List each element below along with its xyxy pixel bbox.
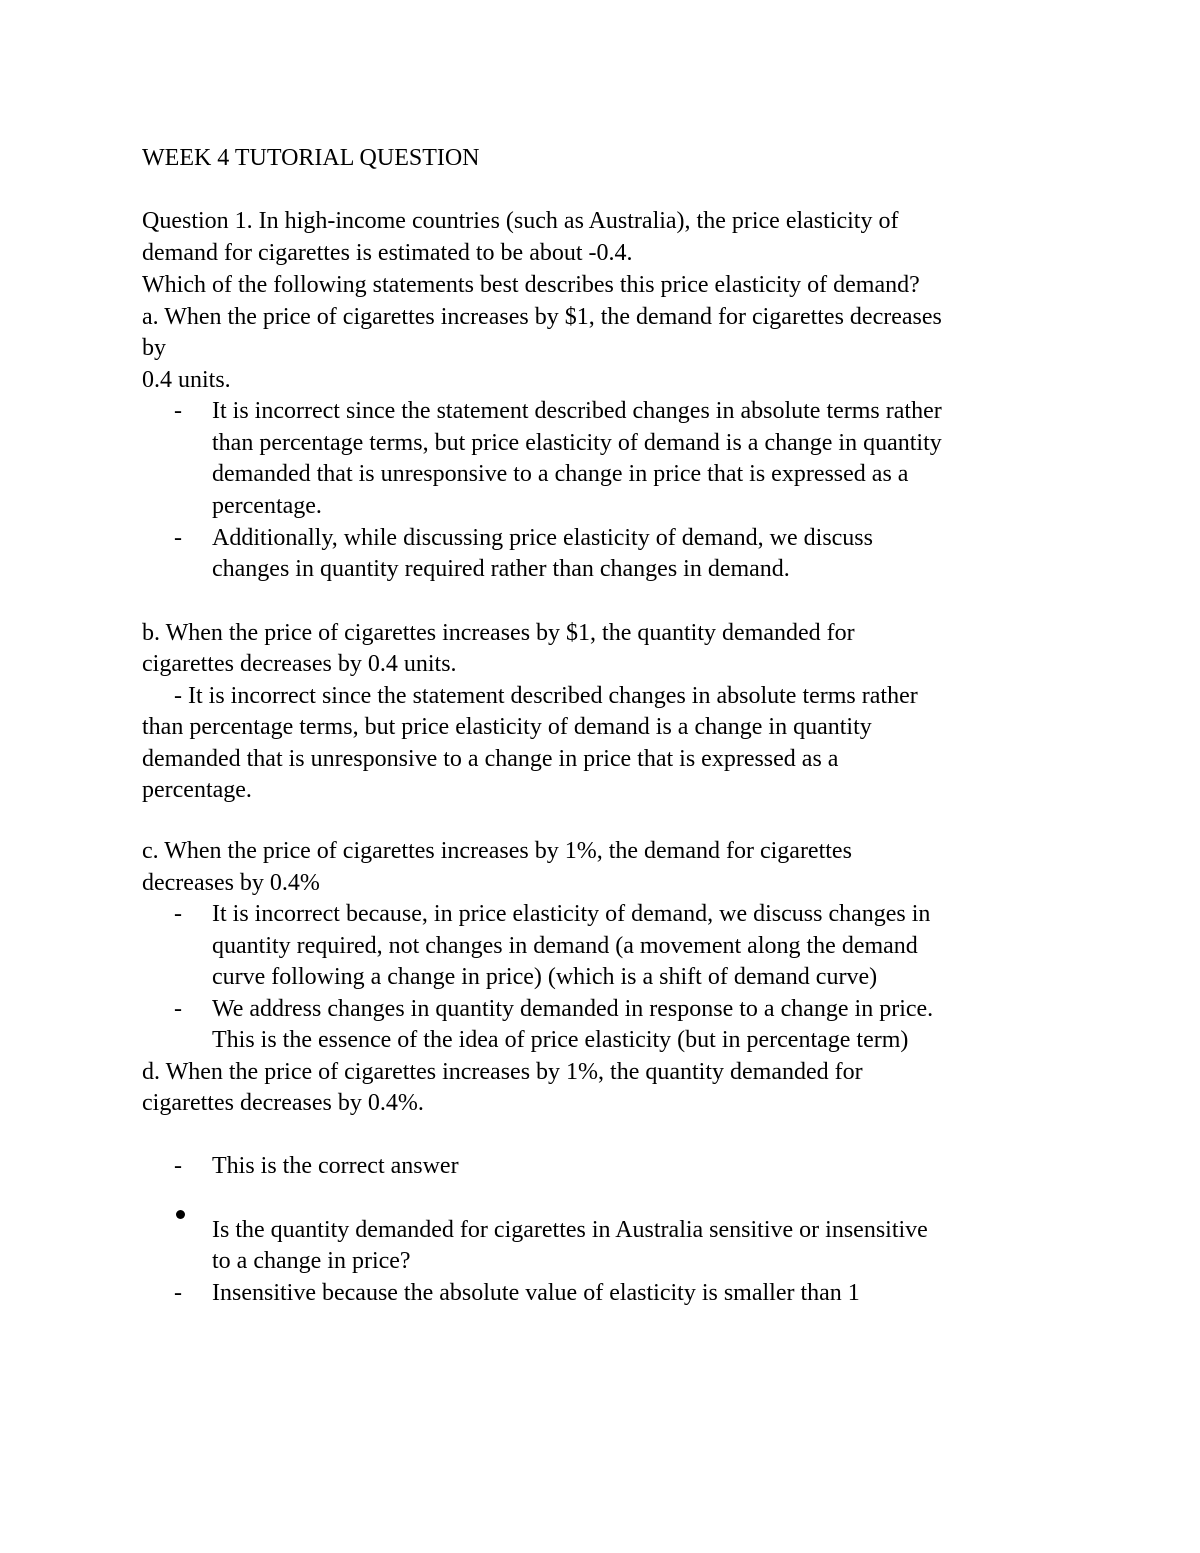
option-a-comment-line: demanded that is unresponsive to a change in price that is expressed as a <box>212 461 909 487</box>
option-c-comment-line: quantity required, not changes in demand (a movement along the demand <box>212 933 918 959</box>
dash-marker: - <box>174 398 182 424</box>
option-b-comment-line: demanded that is unresponsive to a change in price that is expressed as a <box>142 746 839 772</box>
question-line: demand for cigarettes is estimated to be about -0.4. <box>142 240 633 266</box>
followup-question-line: Is the quantity demanded for cigarettes in Australia sensitive or insensitive <box>212 1217 928 1243</box>
option-d-line: cigarettes decreases by 0.4%. <box>142 1090 424 1116</box>
followup-answer: Insensitive because the absolute value of elasticity is smaller than 1 <box>212 1280 860 1306</box>
option-a-comment-line: than percentage terms, but price elasticity of demand is a change in quantity <box>212 430 942 456</box>
option-b-comment-line: percentage. <box>142 777 252 803</box>
document-title: WEEK 4 TUTORIAL QUESTION <box>142 145 480 171</box>
option-c-comment-line: This is the essence of the idea of price elasticity (but in percentage term) <box>212 1027 909 1053</box>
option-a-line: by <box>142 335 166 361</box>
question-line: Which of the following statements best describes this price elasticity of demand? <box>142 272 920 298</box>
option-b-line: b. When the price of cigarettes increases by $1, the quantity demanded for <box>142 620 855 646</box>
option-d-line: d. When the price of cigarettes increases by 1%, the quantity demanded for <box>142 1059 863 1085</box>
dash-marker: - <box>174 996 182 1022</box>
option-c-comment-line: It is incorrect because, in price elasticity of demand, we discuss changes in <box>212 901 931 927</box>
option-c-comment-line: We address changes in quantity demanded in response to a change in price. <box>212 996 934 1022</box>
question-line: Question 1. In high-income countries (such as Australia), the price elasticity of <box>142 208 899 234</box>
option-a-comment-line: percentage. <box>212 493 322 519</box>
option-c-line: c. When the price of cigarettes increases by 1%, the demand for cigarettes <box>142 838 852 864</box>
option-a-comment-line: It is incorrect since the statement described changes in absolute terms rather <box>212 398 942 424</box>
option-a-comment-line: changes in quantity required rather than changes in demand. <box>212 556 790 582</box>
option-a-comment-line: Additionally, while discussing price elasticity of demand, we discuss <box>212 525 873 551</box>
option-d-comment: This is the correct answer <box>212 1153 459 1179</box>
dash-marker: - <box>174 901 182 927</box>
option-b-comment-line: - It is incorrect since the statement described changes in absolute terms rather <box>174 683 918 709</box>
option-b-comment-line: than percentage terms, but price elasticity of demand is a change in quantity <box>142 714 872 740</box>
bullet-dot-icon <box>176 1210 185 1219</box>
option-a-line: a. When the price of cigarettes increases by $1, the demand for cigarettes decreases <box>142 304 942 330</box>
option-b-line: cigarettes decreases by 0.4 units. <box>142 651 457 677</box>
followup-question-line: to a change in price? <box>212 1248 411 1274</box>
option-c-comment-line: curve following a change in price) (which is a shift of demand curve) <box>212 964 878 990</box>
option-c-line: decreases by 0.4% <box>142 870 320 896</box>
dash-marker: - <box>174 525 182 551</box>
dash-marker: - <box>174 1153 182 1179</box>
dash-marker: - <box>174 1280 182 1306</box>
option-a-line: 0.4 units. <box>142 367 231 393</box>
